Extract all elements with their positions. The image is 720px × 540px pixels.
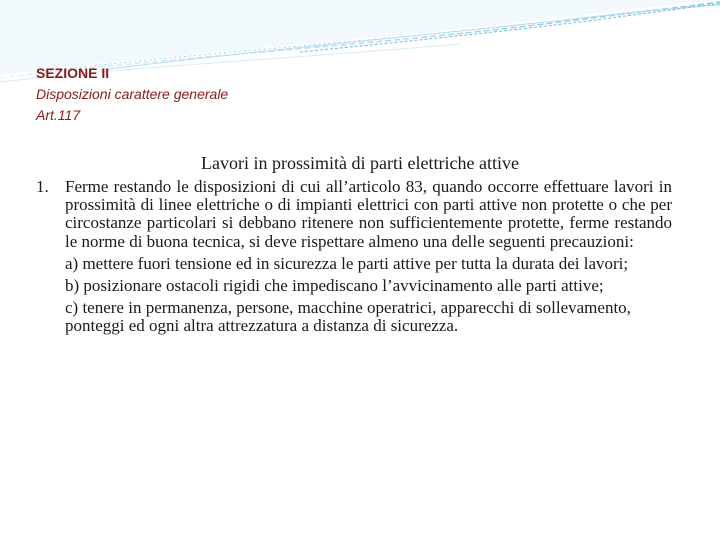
article-title: Lavori in prossimità di parti elettriche attive [201,153,519,173]
article-label: Art.117 [36,107,81,123]
article-body [36,178,672,336]
paragraph-number: 1. [36,177,49,196]
list-item: c) tenere in permanenza, persone, macchine operatrici, apparecchi di sollevamento, ponteggi ed ogni altra attrezzatura a distanza di sicurezza. [65,298,631,336]
list-item: b) posizionare ostacoli rigidi che impediscano l’avvicinamento alle parti attive; [65,276,604,296]
slide-header [36,63,228,126]
list-item: a) mettere fuori tensione ed in sicurezza le parti attive per tutta la durata dei lavori; [65,253,629,273]
paragraph [36,178,672,251]
section-subtitle: Disposizioni carattere generale [36,86,229,102]
section-label: SEZIONE II [36,65,110,81]
paragraph-text: Ferme restando le disposizioni di cui all’articolo 83, quando occorre effettuare lavori in prossimità di linee elettriche o di impianti elettrici con parti attive non protette o che per circostanze particolari si debbano ritenere non sufficientemente protette, ferme restando le norme di buona tecnica, si deve rispettare almeno una delle seguenti precauzioni: [65,177,672,251]
